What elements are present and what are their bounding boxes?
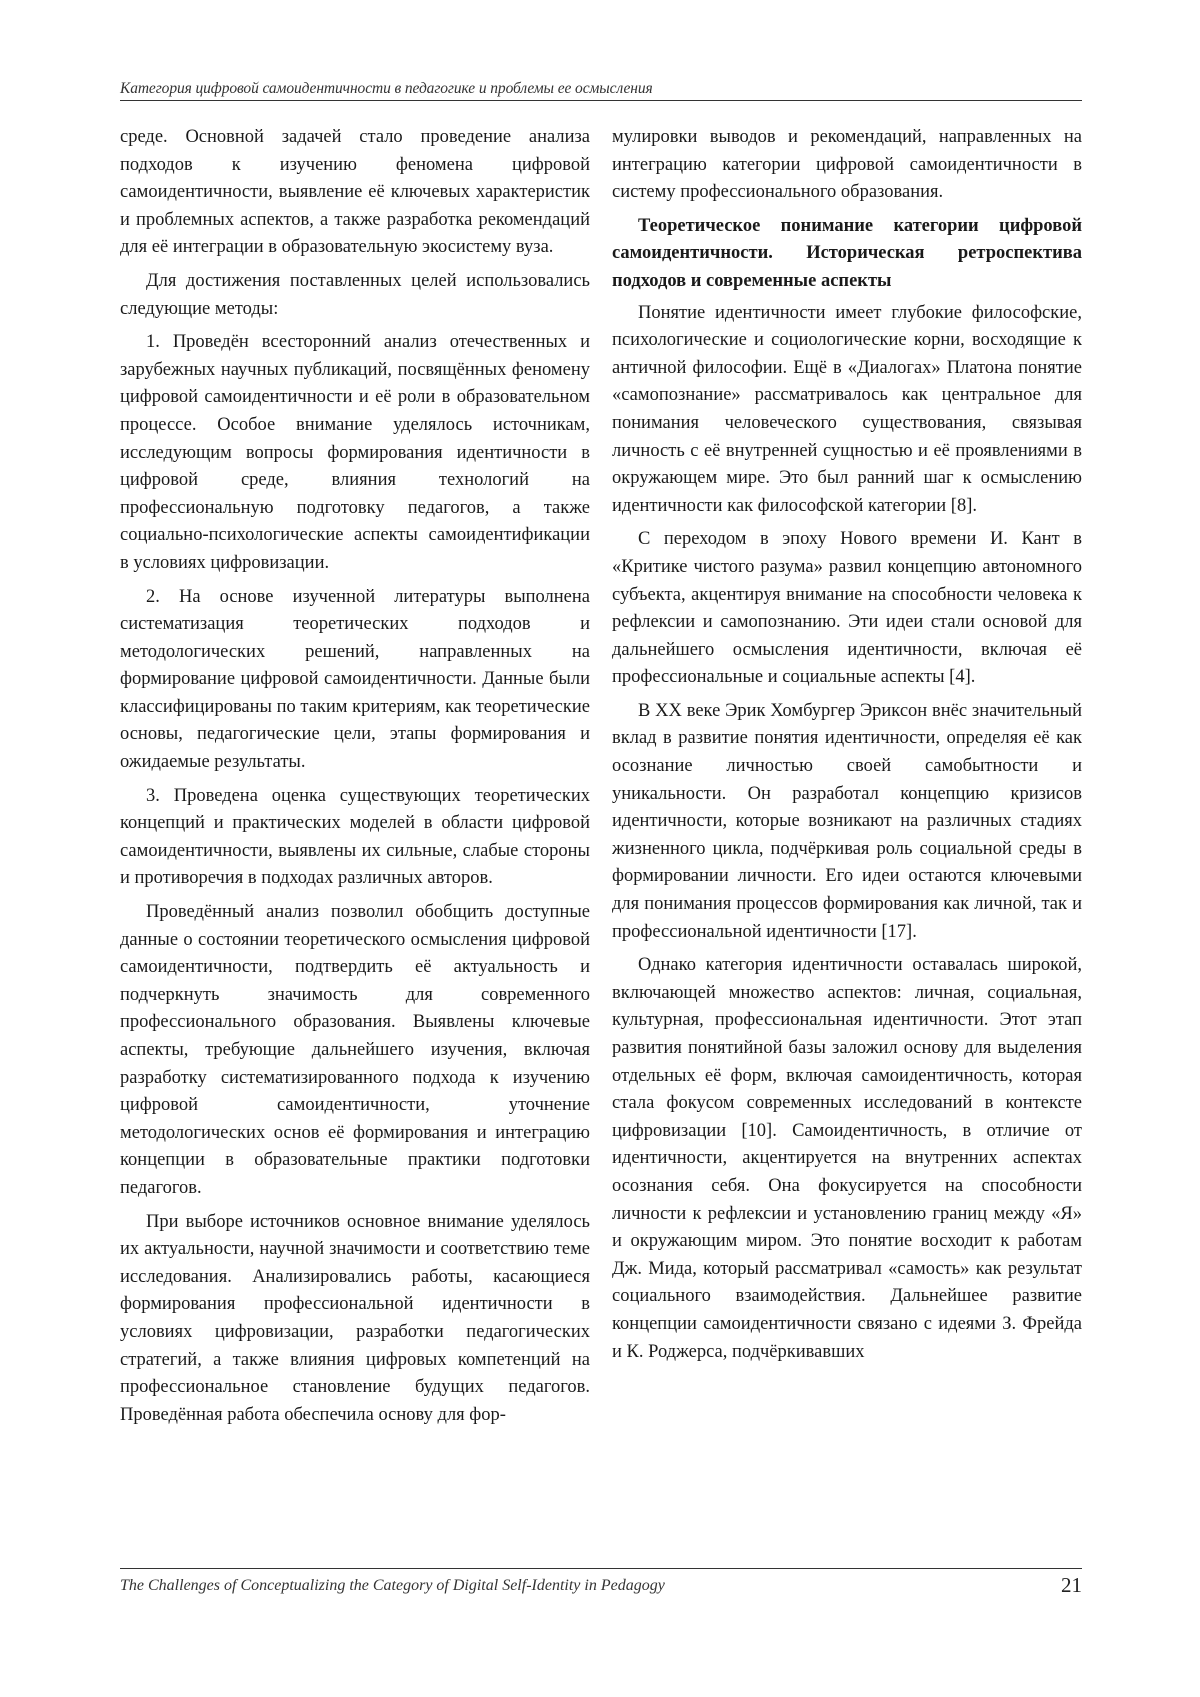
paragraph: С переходом в эпоху Нового времени И. Кант в «Критике чистого разума» развил концепцию автономного субъекта, акцентируя внимание на способности человека к рефлексии и самопознанию. Эти идеи стали основой для дальнейшего осмысления идентичности, включая её профессиональные и социальные аспекты [4]. — [612, 529, 1082, 688]
list-item: 3. Проведена оценка существующих теоретических концепций и практических моделей в области цифровой самоидентичности, выявлены их сильные, слабые стороны и противоречия в подходах различных авторов. — [120, 785, 590, 889]
right-column — [612, 124, 1082, 1366]
paragraph: Проведённый анализ позволил обобщить доступные данные о состоянии теоретического осмысления цифровой самоидентичности, подтвердить её актуальность и подчеркнуть значимость для современного профессионального образования. Выявлены ключевые аспекты, требующие дальнейшего изучения, включая разработку систематизированного подхода к изучению цифровой самоидентичности, уточнение методологических основ её формирования и интеграцию концепции в образовательные практики подготовки педагогов. — [120, 902, 590, 1198]
running-footer — [120, 1568, 1082, 1597]
list-item: 1. Проведён всесторонний анализ отечественных и зарубежных научных публикаций, посвящённых феномену цифровой самоидентичности и её роли в образовательном процессе. Особое внимание уделялось источникам, исследующим вопросы формирования идентичности в цифровой среде, влияния технологий на профессиональную подготовку педагогов, а также социально-психологические аспекты самоидентификации в условиях цифровизации. — [120, 332, 590, 573]
paragraph: Для достижения поставленных целей использовались следующие методы: — [120, 270, 590, 319]
paragraph: В XX веке Эрик Хомбургер Эриксон внёс значительный вклад в развитие понятия идентичности, определяя её как осознание личностью своей самобытности и уникальности. Он разработал концепцию кризисов идентичности, которые возникают на различных стадиях жизненного цикла, подчёркивая роль социальной среды в формировании личности. Его идеи остаются ключевыми для понимания процессов формирования как личной, так и профессиональной идентичности [17]. — [612, 700, 1082, 942]
paragraph: Понятие идентичности имеет глубокие философские, психологические и социологические корни, восходящие к античной философии. Ещё в «Диалогах» Платона понятие «самопознание» рассматривалось как центральное для понимания человеческого существования, связывая личность с её внутренней сущностью и её проявлениями в окружающем мире. Это был ранний шаг к осмыслению идентичности как философской категории [8]. — [612, 302, 1082, 516]
english-title: The Challenges of Conceptualizing the Category of Digital Self-Identity in Pedagogy — [120, 1577, 665, 1594]
left-column — [120, 124, 590, 1429]
list-item: 2. На основе изученной литературы выполнена систематизация теоретических подходов и методологических решений, направленных на формирование цифровой самоидентичности. Данные были классифицированы по таким критериям, как теоретические основы, педагогические цели, этапы формирования и ожидаемые результаты. — [120, 586, 590, 773]
paragraph: При выборе источников основное внимание уделялось их актуальности, научной значимости и соответствию теме исследования. Анализировались работы, касающиеся формирования профессиональной идентичности в условиях цифровизации, разработки педагогических стратегий, а также влияния цифровых компетенций на профессиональное становление будущих педагогов. Проведённая работа обеспечила основу для фор- — [120, 1211, 590, 1425]
paragraph: среде. Основной задачей стало проведение анализа подходов к изучению феномена цифровой самоидентичности, выявление её ключевых характеристик и проблемных аспектов, а также разработка рекомендаций для её интеграции в образовательную экосистему вуза. — [120, 127, 590, 258]
running-title: Категория цифровой самоидентичности в педагогике и проблемы ее осмысления — [120, 80, 653, 97]
paragraph: Однако категория идентичности оставалась широкой, включающей множество аспектов: личная, социальная, культурная, профессиональная идентичности. Этот этап развития понятийной базы заложил основу для выделения отдельных её форм, включая самоидентичность, которая стала фокусом современных исследований в контексте цифровизации [10]. Самоидентичность, в отличие от идентичности, акцентируется на внутренних аспектах осознания себя. Она фокусируется на способности личности к рефлексии и установлению границ между «Я» и окружающим миром. Это понятие восходит к работам Дж. Мида, который рассматривал «самость» как результат социального взаимодействия. Дальнейшее развитие концепции самоидентичности связано с идеями З. Фрейда и К. Роджерса, подчёркивавших — [612, 955, 1082, 1362]
paragraph: мулировки выводов и рекомендаций, направленных на интеграцию категории цифровой самоидентичности в систему профессионального образования. — [612, 127, 1082, 203]
section-heading: Теоретическое понимание категории цифровой самоидентичности. Историческая ретроспектива подходов и современные аспекты — [612, 215, 1082, 291]
running-header — [120, 80, 1082, 101]
page-number: 21 — [1061, 1573, 1082, 1597]
